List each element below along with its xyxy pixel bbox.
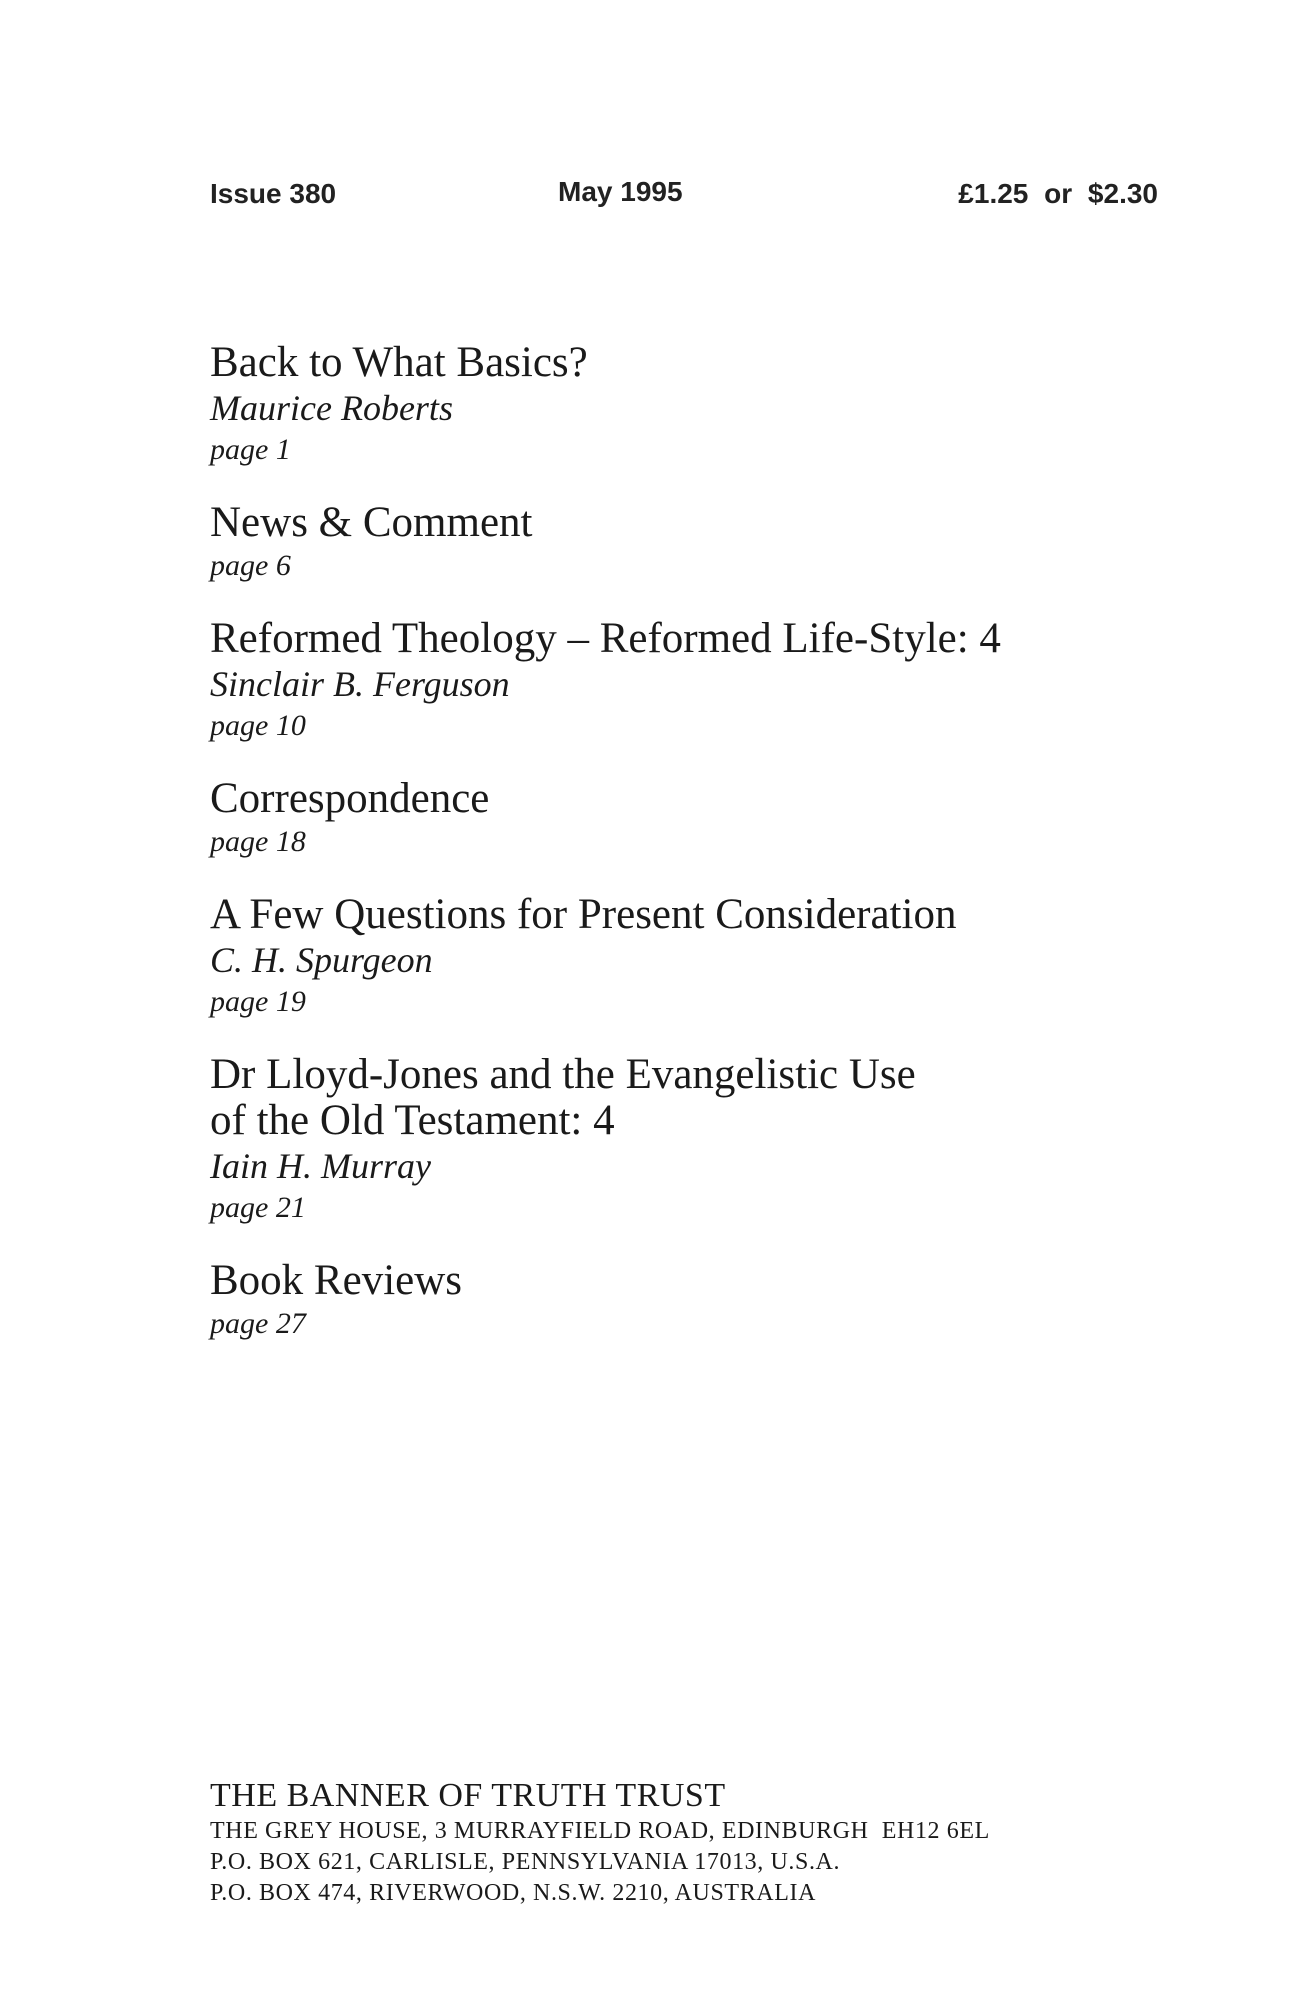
contents-entry [210,616,1210,746]
entry-page: page 18 [210,825,306,858]
publisher-block [210,1776,1260,1909]
publisher-address: P.O. BOX 474, RIVERWOOD, N.S.W. 2210, AUSTRALIA [210,1880,817,1906]
issue-number: Issue 380 [210,178,337,209]
entry-page: page 27 [210,1307,306,1340]
entry-title: Dr Lloyd-Jones and the Evangelistic Use of the Old Testament: 4 [210,1051,916,1144]
entry-page: page 21 [210,1191,306,1224]
publisher-address: THE GREY HOUSE, 3 MURRAYFIELD ROAD, EDINBURGH EH12 6EL [210,1818,990,1844]
issue-price: £1.25 or $2.30 [958,178,1158,209]
entry-page: page 10 [210,709,306,742]
entry-title: Back to What Basics? [210,339,588,386]
entry-title: Book Reviews [210,1257,463,1304]
contents-entry [210,1052,1210,1228]
entry-title: Correspondence [210,775,490,822]
table-of-contents [210,340,1210,1374]
publisher-name: THE BANNER OF TRUTH TRUST [210,1777,726,1814]
entry-page: page 1 [210,433,291,466]
entry-author: C. H. Spurgeon [210,940,433,980]
contents-entry [210,500,1210,586]
entry-title: Reformed Theology – Reformed Life-Style: 4 [210,615,1001,662]
issue-header [210,176,1158,216]
contents-entry [210,1258,1210,1344]
contents-entry [210,776,1210,862]
publisher-address: P.O. BOX 621, CARLISLE, PENNSYLVANIA 17013, U.S.A. [210,1849,841,1875]
entry-author: Iain H. Murray [210,1146,431,1186]
contents-entry [210,340,1210,470]
contents-entry [210,892,1210,1022]
entry-page: page 19 [210,985,306,1018]
entry-title: News & Comment [210,499,533,546]
entry-author: Maurice Roberts [210,388,453,428]
entry-page: page 6 [210,549,291,582]
entry-title: A Few Questions for Present Consideration [210,891,957,938]
entry-author: Sinclair B. Ferguson [210,664,510,704]
issue-date: May 1995 [558,176,683,207]
